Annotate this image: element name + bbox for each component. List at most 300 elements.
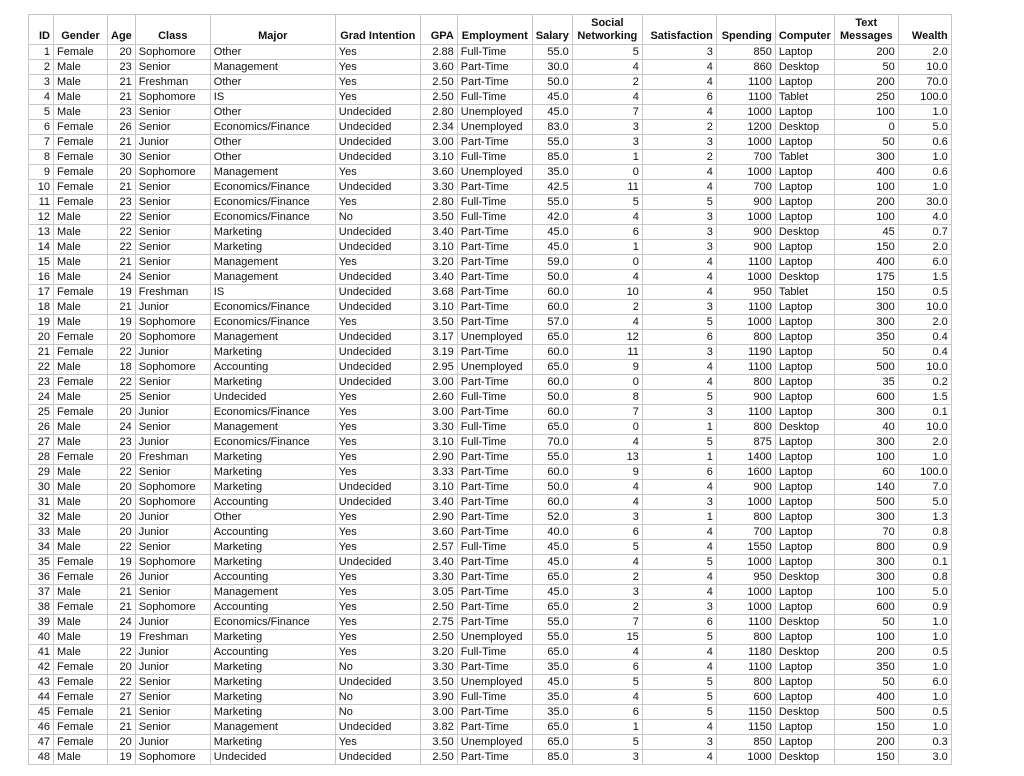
cell-computer[interactable]: Laptop bbox=[775, 720, 834, 735]
cell-satisfaction[interactable]: 4 bbox=[642, 750, 716, 765]
cell-wealth[interactable]: 1.0 bbox=[898, 450, 951, 465]
cell-gender[interactable]: Female bbox=[54, 720, 108, 735]
cell-gpa[interactable]: 3.60 bbox=[420, 60, 457, 75]
cell-id[interactable]: 19 bbox=[29, 315, 54, 330]
cell-spending[interactable]: 950 bbox=[716, 570, 775, 585]
cell-class[interactable]: Junior bbox=[135, 345, 210, 360]
cell-class[interactable]: Senior bbox=[135, 675, 210, 690]
cell-gpa[interactable]: 2.80 bbox=[420, 105, 457, 120]
cell-salary[interactable]: 55.0 bbox=[532, 135, 572, 150]
cell-spending[interactable]: 900 bbox=[716, 225, 775, 240]
cell-computer[interactable]: Desktop bbox=[775, 120, 834, 135]
cell-computer[interactable]: Desktop bbox=[775, 60, 834, 75]
cell-gpa[interactable]: 3.00 bbox=[420, 705, 457, 720]
cell-grad[interactable]: Yes bbox=[335, 195, 420, 210]
cell-id[interactable]: 33 bbox=[29, 525, 54, 540]
cell-employment[interactable]: Part-Time bbox=[457, 315, 532, 330]
cell-major[interactable]: IS bbox=[210, 90, 335, 105]
cell-gender[interactable]: Male bbox=[54, 300, 108, 315]
cell-class[interactable]: Senior bbox=[135, 240, 210, 255]
cell-gpa[interactable]: 2.90 bbox=[420, 510, 457, 525]
cell-id[interactable]: 36 bbox=[29, 570, 54, 585]
cell-id[interactable]: 1 bbox=[29, 45, 54, 60]
cell-age[interactable]: 21 bbox=[108, 75, 136, 90]
cell-gender[interactable]: Female bbox=[54, 195, 108, 210]
cell-wealth[interactable]: 0.4 bbox=[898, 345, 951, 360]
cell-class[interactable]: Freshman bbox=[135, 630, 210, 645]
cell-salary[interactable]: 45.0 bbox=[532, 105, 572, 120]
cell-satisfaction[interactable]: 4 bbox=[642, 570, 716, 585]
cell-social[interactable]: 4 bbox=[572, 315, 642, 330]
cell-gender[interactable]: Male bbox=[54, 480, 108, 495]
column-header-employment[interactable]: Employment bbox=[457, 15, 532, 45]
cell-wealth[interactable]: 1.0 bbox=[898, 180, 951, 195]
cell-social[interactable]: 6 bbox=[572, 705, 642, 720]
cell-class[interactable]: Senior bbox=[135, 225, 210, 240]
cell-grad[interactable]: Yes bbox=[335, 45, 420, 60]
cell-salary[interactable]: 35.0 bbox=[532, 660, 572, 675]
cell-satisfaction[interactable]: 4 bbox=[642, 660, 716, 675]
cell-major[interactable]: IS bbox=[210, 285, 335, 300]
cell-grad[interactable]: Yes bbox=[335, 645, 420, 660]
cell-class[interactable]: Sophomore bbox=[135, 600, 210, 615]
cell-satisfaction[interactable]: 4 bbox=[642, 540, 716, 555]
cell-wealth[interactable]: 1.0 bbox=[898, 105, 951, 120]
cell-class[interactable]: Junior bbox=[135, 300, 210, 315]
cell-id[interactable]: 20 bbox=[29, 330, 54, 345]
cell-wealth[interactable]: 2.0 bbox=[898, 315, 951, 330]
cell-wealth[interactable]: 0.5 bbox=[898, 285, 951, 300]
cell-class[interactable]: Sophomore bbox=[135, 45, 210, 60]
cell-major[interactable]: Marketing bbox=[210, 240, 335, 255]
cell-id[interactable]: 18 bbox=[29, 300, 54, 315]
column-header-satisfaction[interactable]: Satisfaction bbox=[642, 15, 716, 45]
cell-salary[interactable]: 45.0 bbox=[532, 240, 572, 255]
cell-class[interactable]: Junior bbox=[135, 510, 210, 525]
cell-satisfaction[interactable]: 3 bbox=[642, 300, 716, 315]
cell-gender[interactable]: Female bbox=[54, 450, 108, 465]
cell-id[interactable]: 34 bbox=[29, 540, 54, 555]
cell-social[interactable]: 4 bbox=[572, 690, 642, 705]
cell-class[interactable]: Senior bbox=[135, 60, 210, 75]
cell-employment[interactable]: Unemployed bbox=[457, 120, 532, 135]
cell-salary[interactable]: 60.0 bbox=[532, 345, 572, 360]
cell-text[interactable]: 50 bbox=[834, 135, 898, 150]
cell-salary[interactable]: 55.0 bbox=[532, 195, 572, 210]
cell-id[interactable]: 17 bbox=[29, 285, 54, 300]
cell-text[interactable]: 350 bbox=[834, 660, 898, 675]
cell-wealth[interactable]: 7.0 bbox=[898, 480, 951, 495]
cell-major[interactable]: Marketing bbox=[210, 690, 335, 705]
cell-salary[interactable]: 55.0 bbox=[532, 450, 572, 465]
cell-gpa[interactable]: 3.60 bbox=[420, 525, 457, 540]
cell-salary[interactable]: 65.0 bbox=[532, 420, 572, 435]
cell-class[interactable]: Sophomore bbox=[135, 165, 210, 180]
cell-major[interactable]: Economics/Finance bbox=[210, 210, 335, 225]
cell-text[interactable]: 150 bbox=[834, 720, 898, 735]
cell-grad[interactable]: Undecided bbox=[335, 480, 420, 495]
cell-major[interactable]: Marketing bbox=[210, 540, 335, 555]
cell-employment[interactable]: Part-Time bbox=[457, 570, 532, 585]
cell-class[interactable]: Junior bbox=[135, 405, 210, 420]
cell-satisfaction[interactable]: 5 bbox=[642, 630, 716, 645]
cell-computer[interactable]: Laptop bbox=[775, 510, 834, 525]
cell-id[interactable]: 42 bbox=[29, 660, 54, 675]
cell-social[interactable]: 2 bbox=[572, 75, 642, 90]
cell-major[interactable]: Management bbox=[210, 270, 335, 285]
cell-gender[interactable]: Female bbox=[54, 405, 108, 420]
cell-computer[interactable]: Laptop bbox=[775, 450, 834, 465]
cell-social[interactable]: 4 bbox=[572, 555, 642, 570]
cell-gpa[interactable]: 3.40 bbox=[420, 495, 457, 510]
cell-gender[interactable]: Male bbox=[54, 435, 108, 450]
cell-computer[interactable]: Laptop bbox=[775, 45, 834, 60]
cell-computer[interactable]: Tablet bbox=[775, 150, 834, 165]
cell-social[interactable]: 1 bbox=[572, 720, 642, 735]
cell-employment[interactable]: Part-Time bbox=[457, 75, 532, 90]
cell-computer[interactable]: Laptop bbox=[775, 315, 834, 330]
cell-gender[interactable]: Male bbox=[54, 630, 108, 645]
cell-satisfaction[interactable]: 5 bbox=[642, 435, 716, 450]
cell-satisfaction[interactable]: 4 bbox=[642, 585, 716, 600]
cell-class[interactable]: Sophomore bbox=[135, 360, 210, 375]
cell-spending[interactable]: 900 bbox=[716, 390, 775, 405]
cell-salary[interactable]: 52.0 bbox=[532, 510, 572, 525]
cell-employment[interactable]: Part-Time bbox=[457, 450, 532, 465]
cell-gender[interactable]: Male bbox=[54, 540, 108, 555]
cell-salary[interactable]: 45.0 bbox=[532, 585, 572, 600]
cell-gender[interactable]: Female bbox=[54, 675, 108, 690]
cell-social[interactable]: 9 bbox=[572, 465, 642, 480]
cell-wealth[interactable]: 0.9 bbox=[898, 600, 951, 615]
cell-text[interactable]: 300 bbox=[834, 150, 898, 165]
cell-class[interactable]: Senior bbox=[135, 255, 210, 270]
cell-age[interactable]: 22 bbox=[108, 210, 136, 225]
cell-grad[interactable]: Undecided bbox=[335, 555, 420, 570]
cell-spending[interactable]: 950 bbox=[716, 285, 775, 300]
cell-text[interactable]: 200 bbox=[834, 735, 898, 750]
cell-gpa[interactable]: 3.30 bbox=[420, 660, 457, 675]
cell-wealth[interactable]: 5.0 bbox=[898, 585, 951, 600]
cell-grad[interactable]: Undecided bbox=[335, 120, 420, 135]
cell-computer[interactable]: Laptop bbox=[775, 600, 834, 615]
cell-id[interactable]: 9 bbox=[29, 165, 54, 180]
cell-spending[interactable]: 875 bbox=[716, 435, 775, 450]
cell-employment[interactable]: Part-Time bbox=[457, 60, 532, 75]
cell-employment[interactable]: Full-Time bbox=[457, 390, 532, 405]
cell-major[interactable]: Economics/Finance bbox=[210, 195, 335, 210]
cell-wealth[interactable]: 0.6 bbox=[898, 135, 951, 150]
cell-age[interactable]: 21 bbox=[108, 720, 136, 735]
cell-computer[interactable]: Desktop bbox=[775, 750, 834, 765]
cell-text[interactable]: 200 bbox=[834, 195, 898, 210]
cell-class[interactable]: Sophomore bbox=[135, 555, 210, 570]
cell-text[interactable]: 50 bbox=[834, 615, 898, 630]
cell-text[interactable]: 400 bbox=[834, 165, 898, 180]
cell-class[interactable]: Senior bbox=[135, 210, 210, 225]
cell-age[interactable]: 19 bbox=[108, 315, 136, 330]
cell-age[interactable]: 20 bbox=[108, 525, 136, 540]
cell-grad[interactable]: No bbox=[335, 705, 420, 720]
cell-class[interactable]: Senior bbox=[135, 465, 210, 480]
cell-text[interactable]: 60 bbox=[834, 465, 898, 480]
cell-satisfaction[interactable]: 4 bbox=[642, 165, 716, 180]
cell-text[interactable]: 300 bbox=[834, 510, 898, 525]
cell-class[interactable]: Junior bbox=[135, 615, 210, 630]
cell-id[interactable]: 5 bbox=[29, 105, 54, 120]
cell-employment[interactable]: Part-Time bbox=[457, 555, 532, 570]
cell-employment[interactable]: Part-Time bbox=[457, 285, 532, 300]
cell-gpa[interactable]: 3.33 bbox=[420, 465, 457, 480]
cell-gpa[interactable]: 3.90 bbox=[420, 690, 457, 705]
cell-computer[interactable]: Desktop bbox=[775, 270, 834, 285]
cell-salary[interactable]: 45.0 bbox=[532, 540, 572, 555]
cell-grad[interactable]: Yes bbox=[335, 525, 420, 540]
cell-class[interactable]: Senior bbox=[135, 150, 210, 165]
cell-id[interactable]: 32 bbox=[29, 510, 54, 525]
cell-class[interactable]: Freshman bbox=[135, 75, 210, 90]
cell-text[interactable]: 400 bbox=[834, 255, 898, 270]
cell-id[interactable]: 38 bbox=[29, 600, 54, 615]
cell-class[interactable]: Senior bbox=[135, 585, 210, 600]
cell-spending[interactable]: 850 bbox=[716, 45, 775, 60]
column-header-gender[interactable]: Gender bbox=[54, 15, 108, 45]
cell-employment[interactable]: Unemployed bbox=[457, 675, 532, 690]
cell-spending[interactable]: 800 bbox=[716, 510, 775, 525]
cell-social[interactable]: 4 bbox=[572, 60, 642, 75]
column-header-gpa[interactable]: GPA bbox=[420, 15, 457, 45]
cell-salary[interactable]: 65.0 bbox=[532, 330, 572, 345]
cell-major[interactable]: Accounting bbox=[210, 645, 335, 660]
cell-salary[interactable]: 85.0 bbox=[532, 750, 572, 765]
cell-grad[interactable]: Yes bbox=[335, 435, 420, 450]
cell-age[interactable]: 19 bbox=[108, 285, 136, 300]
cell-wealth[interactable]: 1.0 bbox=[898, 660, 951, 675]
cell-major[interactable]: Management bbox=[210, 255, 335, 270]
cell-major[interactable]: Management bbox=[210, 330, 335, 345]
cell-id[interactable]: 41 bbox=[29, 645, 54, 660]
cell-gender[interactable]: Male bbox=[54, 60, 108, 75]
cell-major[interactable]: Marketing bbox=[210, 375, 335, 390]
cell-computer[interactable]: Desktop bbox=[775, 225, 834, 240]
cell-gpa[interactable]: 2.57 bbox=[420, 540, 457, 555]
cell-grad[interactable]: Yes bbox=[335, 450, 420, 465]
cell-spending[interactable]: 1000 bbox=[716, 165, 775, 180]
cell-grad[interactable]: Undecided bbox=[335, 240, 420, 255]
cell-grad[interactable]: Undecided bbox=[335, 225, 420, 240]
cell-social[interactable]: 4 bbox=[572, 480, 642, 495]
cell-computer[interactable]: Laptop bbox=[775, 540, 834, 555]
cell-gender[interactable]: Male bbox=[54, 645, 108, 660]
cell-employment[interactable]: Part-Time bbox=[457, 750, 532, 765]
cell-employment[interactable]: Part-Time bbox=[457, 525, 532, 540]
cell-age[interactable]: 26 bbox=[108, 120, 136, 135]
cell-age[interactable]: 20 bbox=[108, 735, 136, 750]
cell-gender[interactable]: Female bbox=[54, 705, 108, 720]
column-header-grad[interactable]: Grad Intention bbox=[335, 15, 420, 45]
cell-major[interactable]: Accounting bbox=[210, 360, 335, 375]
cell-social[interactable]: 4 bbox=[572, 645, 642, 660]
cell-computer[interactable]: Laptop bbox=[775, 390, 834, 405]
cell-social[interactable]: 3 bbox=[572, 135, 642, 150]
cell-satisfaction[interactable]: 5 bbox=[642, 390, 716, 405]
cell-employment[interactable]: Unemployed bbox=[457, 630, 532, 645]
cell-computer[interactable]: Laptop bbox=[775, 240, 834, 255]
cell-wealth[interactable]: 0.7 bbox=[898, 225, 951, 240]
cell-age[interactable]: 21 bbox=[108, 180, 136, 195]
cell-class[interactable]: Senior bbox=[135, 420, 210, 435]
cell-spending[interactable]: 1000 bbox=[716, 495, 775, 510]
cell-age[interactable]: 22 bbox=[108, 675, 136, 690]
cell-gpa[interactable]: 3.60 bbox=[420, 165, 457, 180]
cell-text[interactable]: 200 bbox=[834, 75, 898, 90]
cell-grad[interactable]: Undecided bbox=[335, 270, 420, 285]
cell-spending[interactable]: 1000 bbox=[716, 750, 775, 765]
cell-grad[interactable]: Undecided bbox=[335, 300, 420, 315]
cell-gender[interactable]: Female bbox=[54, 345, 108, 360]
cell-wealth[interactable]: 0.1 bbox=[898, 555, 951, 570]
cell-gender[interactable]: Female bbox=[54, 45, 108, 60]
cell-major[interactable]: Management bbox=[210, 585, 335, 600]
cell-gender[interactable]: Male bbox=[54, 210, 108, 225]
cell-computer[interactable]: Laptop bbox=[775, 690, 834, 705]
cell-gpa[interactable]: 2.50 bbox=[420, 75, 457, 90]
cell-satisfaction[interactable]: 4 bbox=[642, 360, 716, 375]
cell-salary[interactable]: 55.0 bbox=[532, 615, 572, 630]
cell-social[interactable]: 0 bbox=[572, 375, 642, 390]
cell-wealth[interactable]: 100.0 bbox=[898, 465, 951, 480]
cell-grad[interactable]: Yes bbox=[335, 630, 420, 645]
cell-salary[interactable]: 60.0 bbox=[532, 465, 572, 480]
cell-id[interactable]: 45 bbox=[29, 705, 54, 720]
cell-grad[interactable]: Undecided bbox=[335, 330, 420, 345]
cell-id[interactable]: 7 bbox=[29, 135, 54, 150]
cell-gpa[interactable]: 3.20 bbox=[420, 645, 457, 660]
cell-age[interactable]: 20 bbox=[108, 450, 136, 465]
cell-wealth[interactable]: 100.0 bbox=[898, 90, 951, 105]
cell-satisfaction[interactable]: 1 bbox=[642, 510, 716, 525]
cell-social[interactable]: 15 bbox=[572, 630, 642, 645]
cell-salary[interactable]: 55.0 bbox=[532, 45, 572, 60]
cell-salary[interactable]: 57.0 bbox=[532, 315, 572, 330]
cell-age[interactable]: 21 bbox=[108, 585, 136, 600]
cell-text[interactable]: 800 bbox=[834, 540, 898, 555]
cell-social[interactable]: 8 bbox=[572, 390, 642, 405]
cell-social[interactable]: 4 bbox=[572, 90, 642, 105]
cell-satisfaction[interactable]: 4 bbox=[642, 60, 716, 75]
cell-gpa[interactable]: 2.50 bbox=[420, 90, 457, 105]
cell-text[interactable]: 100 bbox=[834, 105, 898, 120]
cell-satisfaction[interactable]: 3 bbox=[642, 225, 716, 240]
column-header-class[interactable]: Class bbox=[135, 15, 210, 45]
cell-spending[interactable]: 1400 bbox=[716, 450, 775, 465]
cell-wealth[interactable]: 30.0 bbox=[898, 195, 951, 210]
cell-text[interactable]: 100 bbox=[834, 585, 898, 600]
cell-age[interactable]: 19 bbox=[108, 750, 136, 765]
cell-grad[interactable]: Yes bbox=[335, 165, 420, 180]
cell-gender[interactable]: Male bbox=[54, 240, 108, 255]
cell-wealth[interactable]: 0.5 bbox=[898, 645, 951, 660]
cell-wealth[interactable]: 0.2 bbox=[898, 375, 951, 390]
cell-salary[interactable]: 65.0 bbox=[532, 735, 572, 750]
cell-class[interactable]: Junior bbox=[135, 735, 210, 750]
cell-gpa[interactable]: 3.20 bbox=[420, 255, 457, 270]
cell-text[interactable]: 35 bbox=[834, 375, 898, 390]
cell-grad[interactable]: Undecided bbox=[335, 675, 420, 690]
cell-major[interactable]: Other bbox=[210, 105, 335, 120]
cell-employment[interactable]: Part-Time bbox=[457, 600, 532, 615]
cell-wealth[interactable]: 5.0 bbox=[898, 120, 951, 135]
cell-gender[interactable]: Male bbox=[54, 525, 108, 540]
cell-salary[interactable]: 45.0 bbox=[532, 90, 572, 105]
cell-gpa[interactable]: 3.82 bbox=[420, 720, 457, 735]
cell-employment[interactable]: Full-Time bbox=[457, 690, 532, 705]
cell-social[interactable]: 4 bbox=[572, 495, 642, 510]
cell-class[interactable]: Freshman bbox=[135, 285, 210, 300]
cell-employment[interactable]: Full-Time bbox=[457, 540, 532, 555]
cell-gender[interactable]: Male bbox=[54, 360, 108, 375]
cell-spending[interactable]: 1600 bbox=[716, 465, 775, 480]
cell-major[interactable]: Marketing bbox=[210, 345, 335, 360]
column-header-text[interactable]: Text Messages bbox=[834, 15, 898, 45]
cell-grad[interactable]: Undecided bbox=[335, 750, 420, 765]
cell-spending[interactable]: 1180 bbox=[716, 645, 775, 660]
cell-spending[interactable]: 800 bbox=[716, 630, 775, 645]
cell-id[interactable]: 27 bbox=[29, 435, 54, 450]
cell-computer[interactable]: Laptop bbox=[775, 210, 834, 225]
cell-spending[interactable]: 800 bbox=[716, 675, 775, 690]
cell-gender[interactable]: Male bbox=[54, 270, 108, 285]
cell-social[interactable]: 5 bbox=[572, 195, 642, 210]
cell-spending[interactable]: 1000 bbox=[716, 135, 775, 150]
cell-satisfaction[interactable]: 3 bbox=[642, 495, 716, 510]
column-header-wealth[interactable]: Wealth bbox=[898, 15, 951, 45]
cell-class[interactable]: Junior bbox=[135, 135, 210, 150]
cell-computer[interactable]: Laptop bbox=[775, 255, 834, 270]
cell-id[interactable]: 30 bbox=[29, 480, 54, 495]
cell-major[interactable]: Economics/Finance bbox=[210, 615, 335, 630]
cell-grad[interactable]: Yes bbox=[335, 735, 420, 750]
cell-gender[interactable]: Male bbox=[54, 495, 108, 510]
cell-satisfaction[interactable]: 5 bbox=[642, 195, 716, 210]
cell-employment[interactable]: Part-Time bbox=[457, 465, 532, 480]
cell-gpa[interactable]: 2.60 bbox=[420, 390, 457, 405]
cell-spending[interactable]: 1100 bbox=[716, 75, 775, 90]
cell-gpa[interactable]: 3.10 bbox=[420, 435, 457, 450]
cell-gpa[interactable]: 2.80 bbox=[420, 195, 457, 210]
cell-satisfaction[interactable]: 4 bbox=[642, 75, 716, 90]
cell-spending[interactable]: 800 bbox=[716, 375, 775, 390]
cell-text[interactable]: 100 bbox=[834, 630, 898, 645]
cell-text[interactable]: 300 bbox=[834, 570, 898, 585]
cell-wealth[interactable]: 0.5 bbox=[898, 705, 951, 720]
cell-major[interactable]: Economics/Finance bbox=[210, 300, 335, 315]
cell-wealth[interactable]: 0.8 bbox=[898, 525, 951, 540]
cell-social[interactable]: 10 bbox=[572, 285, 642, 300]
cell-social[interactable]: 4 bbox=[572, 270, 642, 285]
cell-id[interactable]: 13 bbox=[29, 225, 54, 240]
cell-gender[interactable]: Female bbox=[54, 600, 108, 615]
cell-salary[interactable]: 35.0 bbox=[532, 690, 572, 705]
cell-satisfaction[interactable]: 6 bbox=[642, 90, 716, 105]
cell-wealth[interactable]: 1.0 bbox=[898, 150, 951, 165]
cell-computer[interactable]: Laptop bbox=[775, 465, 834, 480]
cell-gpa[interactable]: 3.50 bbox=[420, 675, 457, 690]
cell-spending[interactable]: 1100 bbox=[716, 405, 775, 420]
cell-spending[interactable]: 1150 bbox=[716, 720, 775, 735]
cell-computer[interactable]: Tablet bbox=[775, 285, 834, 300]
cell-gpa[interactable]: 3.00 bbox=[420, 135, 457, 150]
